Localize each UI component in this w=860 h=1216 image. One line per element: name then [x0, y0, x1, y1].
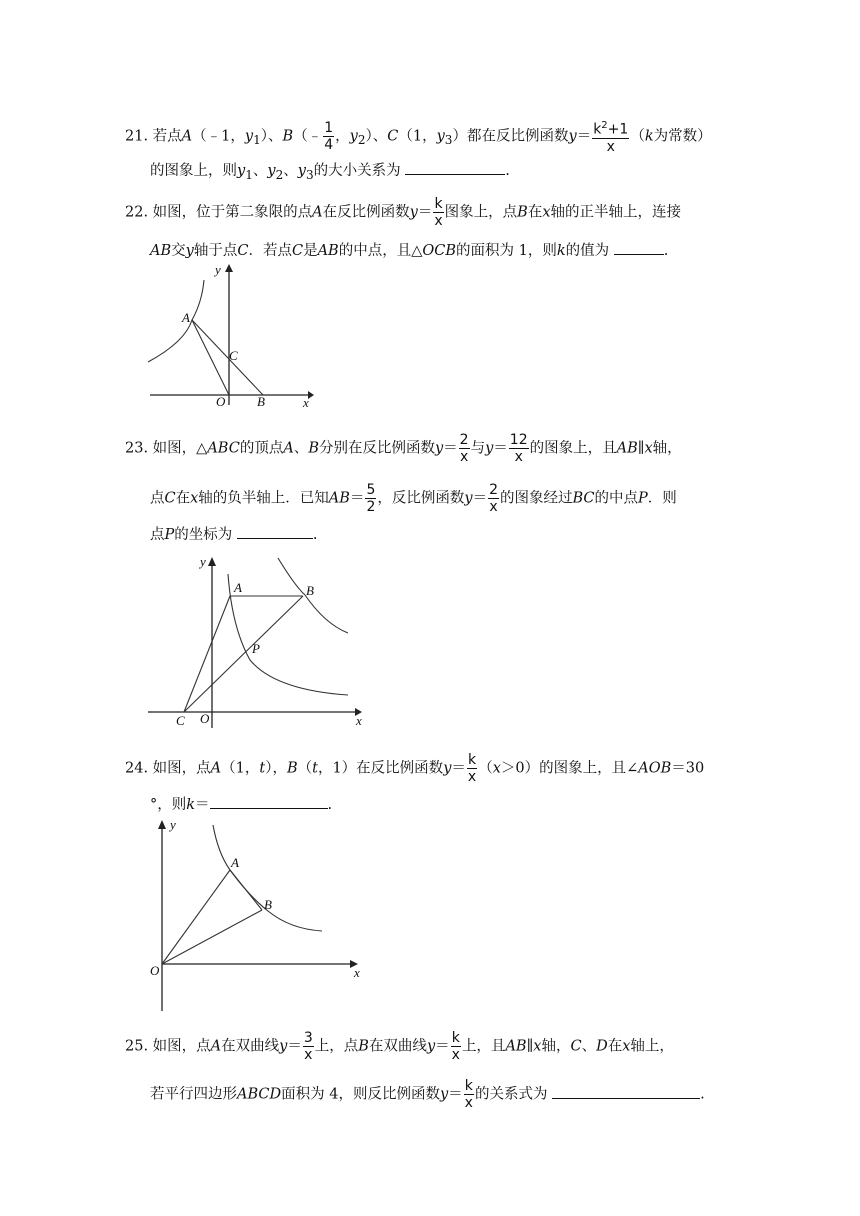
q24-segment-OA [162, 870, 230, 964]
q24-figure [140, 815, 370, 1015]
fraction-3-over-x: $\frac{3}{x}$ [303, 1030, 313, 1063]
q24-hyperbola [213, 825, 322, 931]
q22-x-arrow [308, 391, 314, 399]
q22-figure [140, 260, 320, 410]
answer-blank-q21[interactable] [405, 160, 505, 175]
q24-label-x: x [354, 965, 360, 980]
fraction-5-over-2: $\frac{5}{2}$ [366, 482, 376, 515]
fraction-one-quarter: $\frac{1}{4}$ [324, 119, 334, 153]
q25-line-2: 若平行四边形ABCD面积为 4，则反比例函数y＝ $\frac{k}{x}$ 的关系式为 . [150, 1078, 705, 1111]
answer-blank-q24[interactable] [210, 794, 328, 809]
q23-number: 23. [125, 440, 149, 457]
q23-line-2: 点C在x轴的负半轴上．已知AB＝ $\frac{5}{2}$ ，反比例函数y＝ $\frac{2}{x}$ 的图象经过BC的中点P．则 [150, 482, 677, 515]
q24-line-2: °，则k＝ . [150, 794, 332, 815]
q21-number: 21. [125, 128, 149, 145]
q22-label-y: y [215, 262, 221, 277]
q24-label-B: B [264, 897, 272, 912]
q22-label-B: B [257, 394, 265, 409]
q23-label-P: P [252, 641, 260, 656]
fraction-12-over-x: $\frac{12}{x}$ [509, 432, 528, 465]
q23-y-arrow [208, 557, 216, 566]
q23-hyperbola-2-over-x [228, 574, 348, 695]
q24-y-arrow [158, 820, 166, 829]
q23-line-3: 点P的坐标为 . [150, 524, 317, 545]
q25-number: 25. [125, 1038, 149, 1055]
fraction-k-over-x-q25-2: $\frac{k}{x}$ [464, 1078, 473, 1111]
q24-number: 24. [125, 760, 149, 777]
q24-line-1: 24. 如图，点A（1，t），B（t，1）在反比例函数y＝ $\frac{k}{x}$ （x＞0）的图象上，且∠AOB＝30 [125, 752, 705, 785]
q23-figure [140, 548, 380, 728]
q23-label-A: A [234, 580, 242, 595]
q22-label-x: x [303, 395, 309, 410]
q23-label-O: O [200, 711, 210, 726]
q22-segment-AO [192, 320, 229, 395]
fraction-k-over-x-q25: $\frac{k}{x}$ [451, 1030, 460, 1063]
fraction-k2-plus-1-over-x: $\frac{k^2+1}{x}$ [593, 120, 629, 155]
q22-line-1: 22. 如图，位于第二象限的点A在反比例函数y＝ $\frac{k}{x}$ 图象上，点B在x轴的正半轴上，连接 [125, 196, 681, 229]
q24-segment-OB [162, 910, 262, 964]
q24-segment-AB [230, 870, 262, 910]
q22-hyperbola [148, 280, 204, 362]
q23-label-B: B [306, 583, 314, 598]
fraction-k-over-x: $\frac{k}{x}$ [434, 196, 443, 229]
q21-line-2: 的图象上，则$y_1$、$y_2$、$y_3$的大小关系为 . [150, 160, 510, 185]
fraction-k-over-x-q24: $\frac{k}{x}$ [467, 752, 477, 785]
answer-blank-q22[interactable] [614, 240, 664, 255]
q22-segment-AB [192, 320, 263, 395]
q24-label-y: y [170, 817, 176, 832]
q25-line-1: 25. 如图，点A在双曲线y＝ $\frac{3}{x}$ 上，点B在双曲线y＝ $\frac{k}{x}$ 上，且AB∥x轴，C、D在x轴上， [125, 1030, 674, 1063]
q24-label-O: O [150, 963, 160, 978]
q23-segment-CB [184, 596, 303, 712]
fraction-2-over-x: $\frac{2}{x}$ [459, 432, 469, 465]
q23-line-1: 23. 如图，△ABC的顶点A、B分别在反比例函数y＝ $\frac{2}{x}$ 与y＝ $\frac{12}{x}$ 的图象上，且AB∥x轴， [125, 432, 682, 465]
q23-label-x: x [356, 713, 362, 728]
q22-line-2: AB交y轴于点C．若点C是AB的中点，且△OCB的面积为 1，则k的值为 . [150, 240, 668, 261]
fraction-2-over-x-2: $\frac{2}{x}$ [489, 482, 498, 515]
q22-label-O: O [216, 394, 226, 409]
q22-number: 22. [125, 204, 149, 221]
answer-blank-q23[interactable] [237, 524, 313, 539]
q24-label-A: A [231, 855, 239, 870]
q22-label-A: A [182, 310, 190, 325]
q23-label-y: y [200, 554, 206, 569]
q22-label-C: C [229, 348, 238, 363]
answer-blank-q25[interactable] [552, 1084, 700, 1099]
q21-line-1: 21. 若点A（﹣1，$y_1$）、B（﹣ $\frac{1}{4}$ ，$y_2$）、C（1，$y_3$）都在反比例函数y＝ $\frac{k^2+1}{x}$ （k为常数） [125, 119, 712, 155]
q23-segment-CA [184, 596, 230, 712]
q23-label-C: C [176, 713, 185, 728]
q22-y-arrow [225, 264, 233, 272]
